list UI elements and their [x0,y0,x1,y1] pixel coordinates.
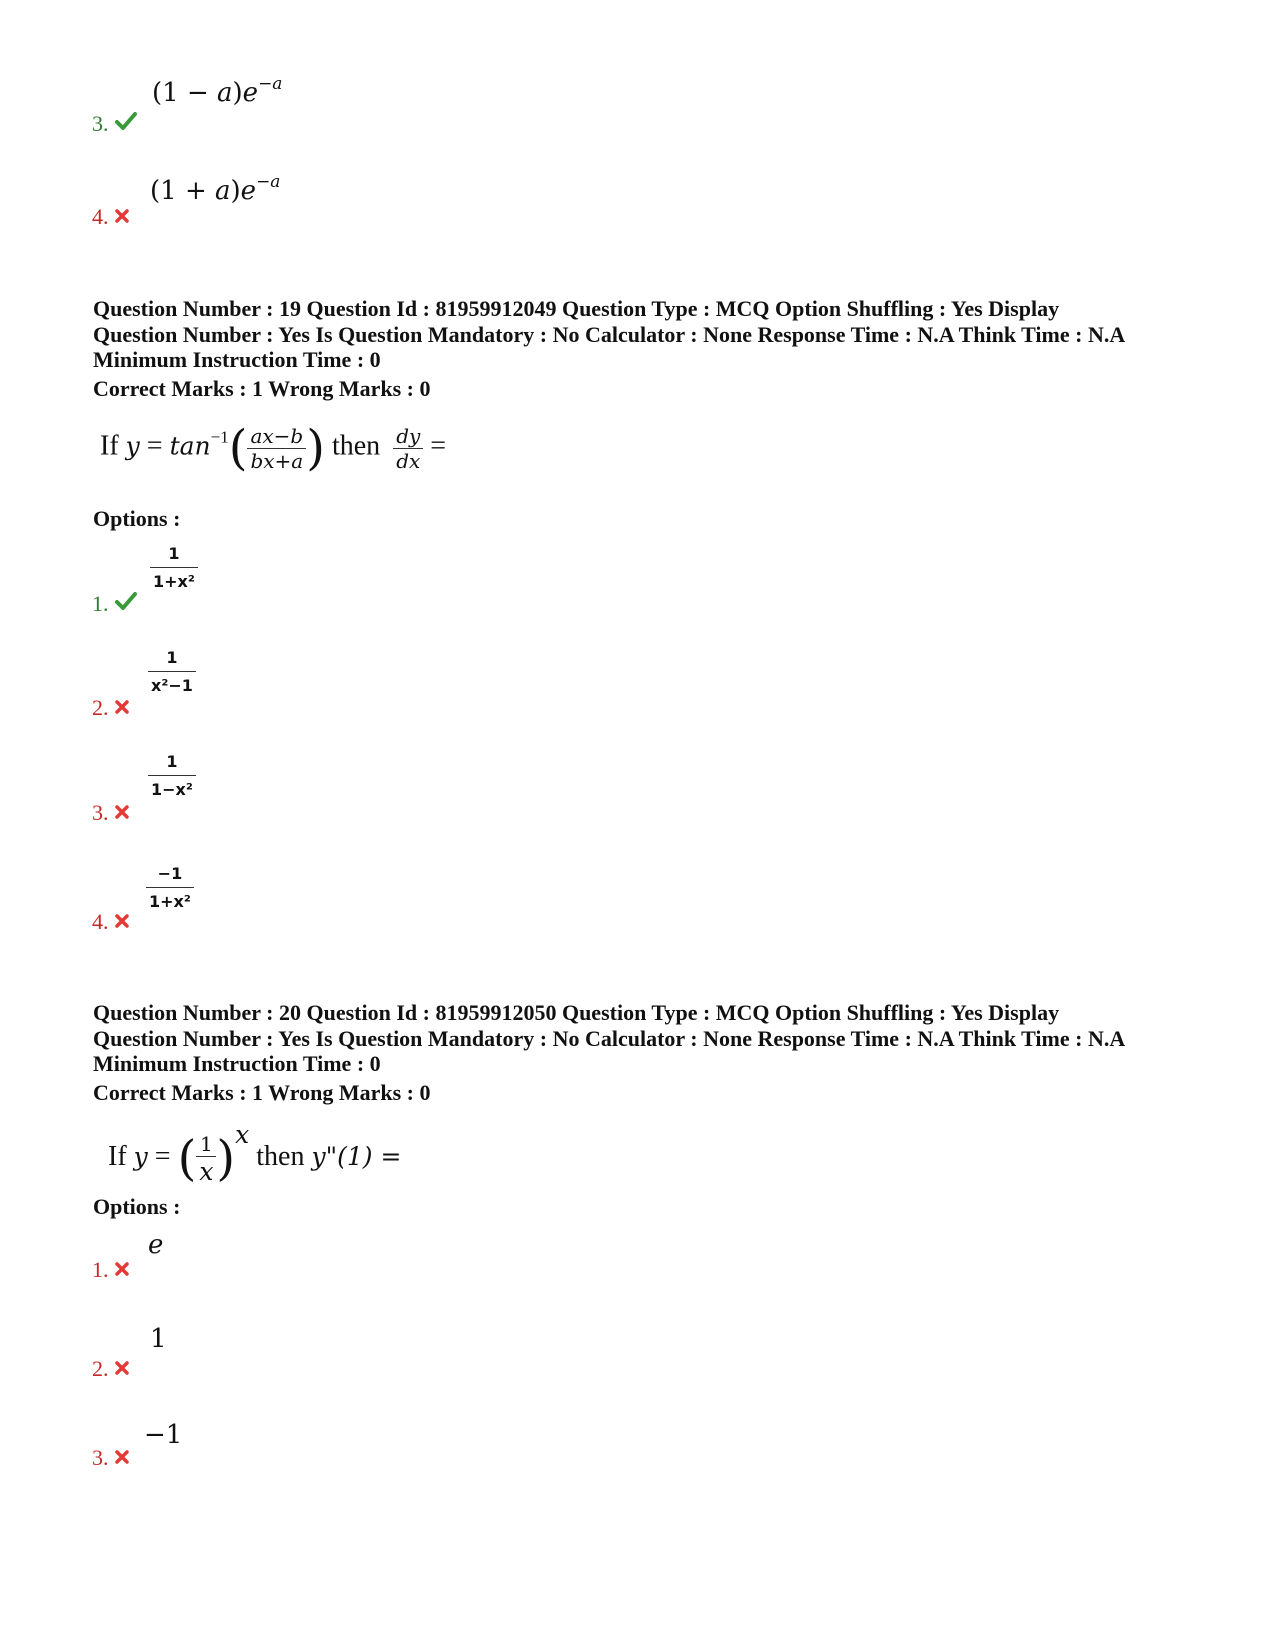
q19-meta: Question Number : 19 Question Id : 81959912049 Question Type : MCQ Option Shuffling : Yes Display Question Number : Yes Is Question Mandatory : No Calculator : None Response Time : N.A Think Time : N.A Minimum Instruction Time : 0 [93,296,1126,372]
wrong-cross-icon [115,1355,129,1381]
correct-check-icon [115,110,137,136]
wrong-cross-icon [115,694,129,720]
q20-option-2-value: 1 [150,1324,167,1354]
q20-option-3-value: −1 [144,1420,183,1450]
q19-option-1: 1. [92,590,137,617]
q19-stem: If $y = \tan^{-1}$( $\frac{ax-b}{bx+a}$ ) then $\frac{dy}{dx}$ = [100,420,447,476]
wrong-cross-icon [115,203,129,229]
wrong-cross-icon [115,1444,129,1470]
q19-options-label: Options : [93,506,181,531]
q19-option-3-value: $\frac{1}{\text{1−x²}}$ [148,752,196,799]
q19-option-4-value: $\frac{-1}{\text{1+x²}}$ [146,864,194,911]
q19-option-2-value: $\frac{1}{\text{x²−1}}$ [148,648,196,695]
wrong-cross-icon [115,1256,129,1282]
q19-option-1-value: $\frac{1}{\text{1+x²}}$ [150,544,198,591]
q19-marks: Correct Marks : 1 Wrong Marks : 0 [93,376,431,401]
correct-check-icon [115,590,137,616]
q20-option-2: 2. [92,1355,129,1382]
q20-options-label: Options : [93,1194,181,1219]
q20-option-3: 3. [92,1444,129,1471]
wrong-cross-icon [115,799,129,825]
q20-marks: Correct Marks : 1 Wrong Marks : 0 [93,1080,431,1105]
prev-option-3: 3. [92,110,137,137]
prev-option-4-expression: $(1 + a)e^{-a}$ [150,172,281,206]
q20-option-1: 1. [92,1256,129,1283]
q19-option-3: 3. [92,799,129,826]
q19-option-4: 4. [92,908,129,935]
q19-option-2: 2. [92,694,129,721]
q20-option-1-value: e [148,1230,164,1260]
q20-stem: If y = ( $\frac{1}{x}$ )x then y"(1) = [108,1120,402,1187]
prev-option-3-expression: $(1 - a)e^{-a}$ [152,74,283,108]
wrong-cross-icon [115,908,129,934]
q20-meta: Question Number : 20 Question Id : 81959912050 Question Type : MCQ Option Shuffling : Yes Display Question Number : Yes Is Question Mandatory : No Calculator : None Response Time : N.A Think Time : N.A Minimum Instruction Time : 0 [93,1000,1126,1076]
prev-option-4: 4. [92,203,129,230]
